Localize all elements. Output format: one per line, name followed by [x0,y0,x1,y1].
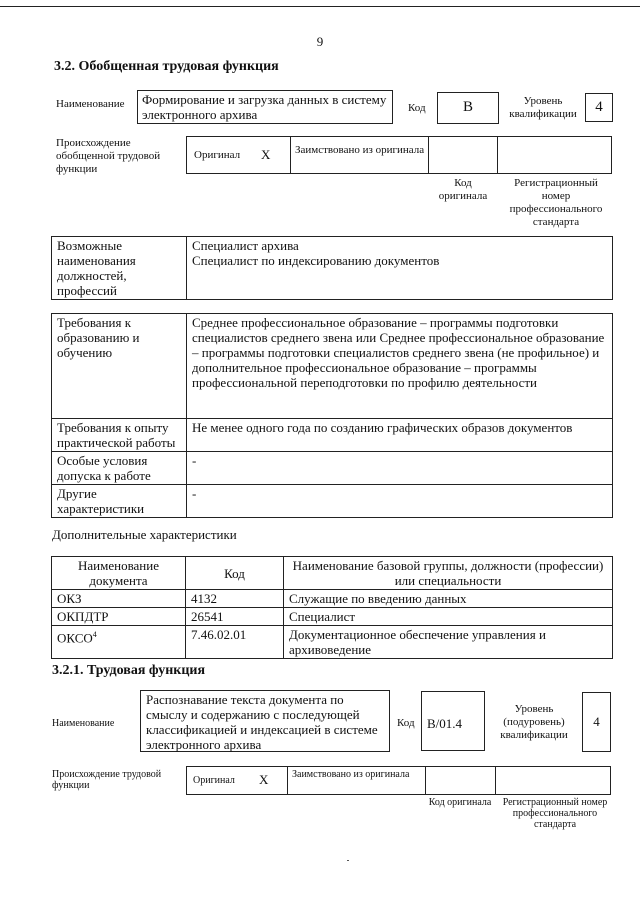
cell-name: Специалист [284,608,613,626]
subsection-origin-div2 [425,766,426,795]
cell-doc: ОКПДТР [52,608,186,626]
positions-table [51,236,613,300]
cell-doc: ОКЗ [52,590,186,608]
section-code-value: B [462,99,473,115]
section-code-original-caption: Код оригинала [438,177,488,202]
cell-name: Документационное обеспечение управления и архивоведение [284,626,613,659]
additional-table [51,556,613,659]
requirement-label: Особые условия допуска к работе [52,452,187,485]
table-row [52,314,613,419]
additional-title: Дополнительные характеристики [52,527,237,542]
section-borrowed-label: Заимствовано из оригинала [295,144,425,156]
subsection-title: 3.2.1. Трудовая функция [52,663,206,678]
subsection-origin-label: Происхождение трудовой функции [52,769,162,791]
section-origin-label: Происхождение обобщенной трудовой функции [56,137,161,175]
subsection-code-label: Код [397,717,415,729]
positions-label: Возможные наименования должностей, профессий [52,237,187,300]
position-item: Специалист по индексированию документов [192,253,440,268]
cell-code: 7.46.02.01 [186,626,284,659]
table-header-row [52,557,613,590]
table-row [52,452,613,485]
position-item: Специалист архива [192,238,299,253]
subsection-borrowed-label: Заимствовано из оригинала [292,769,410,780]
section-origin-div2 [428,136,429,174]
subsection-name-value: Распознавание текста документа по смыслу и содержанию с последующей классификацией и индексацией в системе электронного архива [146,692,378,752]
section-name-label: Наименование [56,98,125,110]
subsection-origin-div3 [495,766,496,795]
section-origin-div1 [290,136,291,174]
subsection-reg-number-caption: Регистрационный номер профессионального стандарта [502,797,608,830]
requirement-value: - [187,452,613,485]
requirement-label: Другие характеристики [52,485,187,518]
col-header-name: Наименование базовой группы, должности (профессии) или специальности [284,557,613,590]
table-row [52,485,613,518]
subsection-original-label: Оригинал [193,775,235,786]
footnote-mark: 4 [92,630,97,639]
col-header-code: Код [186,557,284,590]
subsection-code-value: B/01.4 [427,716,463,731]
section-original-label: Оригинал [194,149,241,161]
table-row [52,608,613,626]
requirement-value: - [187,485,613,518]
section-code-label: Код [408,102,426,114]
subsection-original-mark: X [259,772,269,787]
table-row [52,590,613,608]
section-title: 3.2. Обобщенная трудовая функция [54,59,279,74]
cell-code: 26541 [186,608,284,626]
subsection-level-value: 4 [593,714,600,729]
top-rule [0,6,640,7]
section-name-value: Формирование и загрузка данных в систему электронного архива [142,92,387,122]
table-row [52,419,613,452]
section-origin-div3 [497,136,498,174]
section-reg-number-caption: Регистрационный номер профессионального стандарта [509,177,603,228]
positions-value [187,237,613,300]
requirement-label: Требования к образованию и обучению [52,314,187,419]
cell-doc-text: ОКСО [57,630,93,646]
requirement-label: Требования к опыту практической работы [52,419,187,452]
requirement-value: Не менее одного года по созданию графических образов документов [187,419,613,452]
subsection-level-label: Уровень (подуровень) квалификации [500,703,568,741]
section-original-mark: X [261,147,271,162]
requirement-value: Среднее профессиональное образование – программы подготовки специалистов среднего звена или Среднее профессиональное образование – программы подготовки специалистов среднего звена (не профильное) и дополнительное профессиональное образование – программы профессиональной переподготовки по профилю деятельности [187,314,613,419]
subsection-origin-div1 [287,766,288,795]
section-level-label: Уровень квалификации [509,95,577,120]
cell-code: 4132 [186,590,284,608]
col-header-doc: Наименование документа [52,557,186,590]
subsection-name-label: Наименование [52,718,115,729]
scan-dot [347,860,349,861]
page-number: 9 [316,34,324,49]
cell-name: Служащие по введению данных [284,590,613,608]
table-row [52,626,613,659]
section-level-value: 4 [595,99,603,115]
cell-doc [52,626,186,659]
subsection-code-original-caption: Код оригинала [428,797,492,808]
requirements-table [51,313,613,518]
